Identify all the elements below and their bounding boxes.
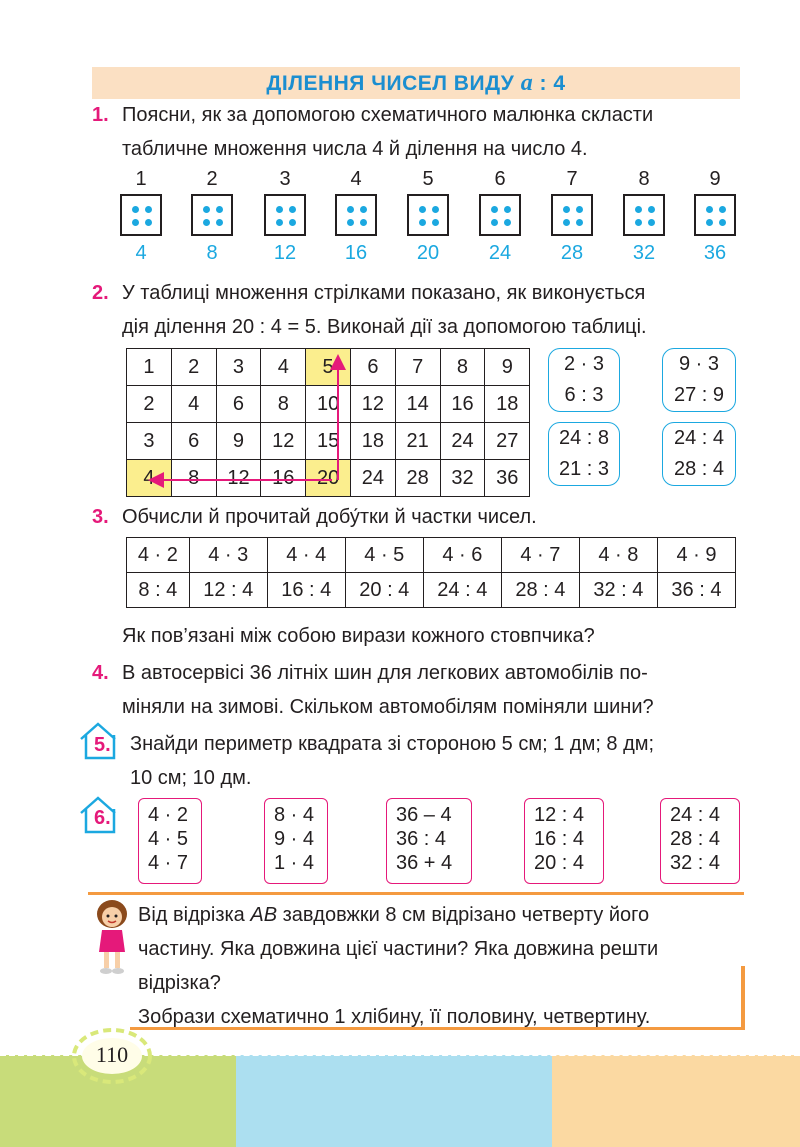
table-cell: 32 [440, 460, 485, 497]
expression-cell: 4 · 6 [423, 538, 501, 573]
expression-cell: 4 · 5 [345, 538, 423, 573]
table-cell: 9 [216, 423, 261, 460]
expression-cell: 4 · 8 [579, 538, 657, 573]
table-cell: 3 [216, 349, 261, 386]
dice-label-top: 9 [709, 168, 721, 190]
dice-dot [563, 206, 570, 213]
expression-cell: 8 : 4 [127, 573, 190, 608]
exercise-group-2: 8 · 4 9 · 4 1 · 4 [264, 798, 328, 884]
table-cell: 20 [306, 460, 351, 497]
table-cell: 4 [127, 460, 172, 497]
expression-cell: 4 · 2 [127, 538, 190, 573]
division-arrows [126, 348, 526, 498]
task-2-text: У таблиці множення стрілками показано, як виконується дія ділення 20 : 4 = 5. Виконай дії за допомогою таблиці. [122, 282, 647, 338]
girl-character-icon [90, 898, 136, 978]
task-6-number: 6. [94, 807, 111, 829]
table-cell: 3 [127, 423, 172, 460]
table-cell: 12 [216, 460, 261, 497]
dice-dot [419, 219, 426, 226]
exercise-group-1: 4 · 2 4 · 5 4 · 7 [138, 798, 202, 884]
table-cell: 12 [350, 386, 395, 423]
expression-cell: 28 : 4 [501, 573, 579, 608]
page-title: ДІЛЕННЯ ЧИСЕЛ ВИДУ a : 4 [266, 70, 566, 96]
extra-task-right-border [741, 966, 745, 1030]
dice-dot [706, 206, 713, 213]
dice-square [120, 194, 162, 236]
dice-square [551, 194, 593, 236]
dice-label-bottom: 8 [206, 242, 218, 264]
dice-dot [491, 206, 498, 213]
dice-dot [216, 219, 223, 226]
expression-cell: 24 : 4 [423, 573, 501, 608]
table-cell: 6 [350, 349, 395, 386]
dice-dot [347, 206, 354, 213]
exercise-box-3: 24 : 8 21 : 3 [548, 422, 620, 486]
exercise-group-5: 24 : 4 28 : 4 32 : 4 [660, 798, 740, 884]
dice-label-top: 6 [494, 168, 506, 190]
dice-label-top: 2 [206, 168, 218, 190]
dice-dot [347, 219, 354, 226]
dice-dot [360, 219, 367, 226]
dice-label-bottom: 28 [560, 242, 584, 264]
table-cell: 6 [216, 386, 261, 423]
expression-cell: 20 : 4 [345, 573, 423, 608]
table-cell: 2 [171, 349, 216, 386]
expression-cell: 4 · 9 [657, 538, 735, 573]
task-3-question: Як пов’язані між собою вирази кожного стовпчика? [122, 625, 595, 647]
dice-dot [216, 206, 223, 213]
dice-label-top: 5 [422, 168, 434, 190]
table-cell: 21 [395, 423, 440, 460]
dice-square [264, 194, 306, 236]
table-cell: 7 [395, 349, 440, 386]
table-cell: 27 [485, 423, 530, 460]
dice-dot [706, 219, 713, 226]
dice-dot [563, 219, 570, 226]
exercise-box-1: 2 · 3 6 : 3 [548, 348, 620, 412]
extra-task-top-border [88, 892, 744, 895]
table-cell: 36 [485, 460, 530, 497]
task-3-number: 3. [92, 506, 109, 528]
task-5-number: 5. [94, 734, 111, 756]
dice-dot [145, 219, 152, 226]
table-cell: 1 [127, 349, 172, 386]
table-cell: 24 [350, 460, 395, 497]
dice-dot [719, 206, 726, 213]
expression-cell: 12 : 4 [189, 573, 267, 608]
table-cell: 4 [171, 386, 216, 423]
dice-dot [276, 219, 283, 226]
table-cell: 15 [306, 423, 351, 460]
table-cell: 18 [350, 423, 395, 460]
dice-label-top: 3 [279, 168, 291, 190]
dice-square [623, 194, 665, 236]
footer-band-peach [552, 1055, 800, 1147]
dice-dot [432, 206, 439, 213]
dice-dot [132, 206, 139, 213]
expressions-table [126, 537, 736, 608]
dice-square [191, 194, 233, 236]
table-cell: 9 [485, 349, 530, 386]
table-cell: 2 [127, 386, 172, 423]
dice-dot [491, 219, 498, 226]
dice-dot [648, 219, 655, 226]
dice-dot [648, 206, 655, 213]
expression-cell: 16 : 4 [267, 573, 345, 608]
dice-label-bottom: 12 [273, 242, 297, 264]
dice-label-bottom: 32 [632, 242, 656, 264]
table-cell: 14 [395, 386, 440, 423]
dice-square [335, 194, 377, 236]
dice-dot [576, 206, 583, 213]
expression-cell: 4 · 3 [189, 538, 267, 573]
dice-square [407, 194, 449, 236]
task-4-text: В автосервісі 36 літніх шин для легкових автомобілів по- міняли на зимові. Скільком автомобілям поміняли шини? [122, 662, 654, 718]
task-1-number: 1. [92, 104, 109, 126]
expression-cell: 36 : 4 [657, 573, 735, 608]
dice-dot [635, 219, 642, 226]
dice-dot [504, 219, 511, 226]
dice-dot [289, 219, 296, 226]
dice-label-top: 1 [135, 168, 147, 190]
dice-label-bottom: 20 [416, 242, 440, 264]
dice-dot [432, 219, 439, 226]
task-5-text: Знайди периметр квадрата зі стороною 5 см; 1 дм; 8 дм; 10 см; 10 дм. [130, 733, 655, 789]
table-cell: 8 [440, 349, 485, 386]
table-cell: 6 [171, 423, 216, 460]
footer-band-blue [236, 1055, 552, 1147]
table-cell: 5 [306, 349, 351, 386]
table-cell: 4 [261, 349, 306, 386]
table-cell: 18 [485, 386, 530, 423]
dice-square [694, 194, 736, 236]
dice-dot [203, 219, 210, 226]
extra-task-text: Від відрізка AB завдовжки 8 см відрізано четверту його частину. Яка довжина цієї частини? Яка довжина решти відрізка? Зобрази схематично 1 хлібину, її половину, четвертину. [138, 904, 659, 1028]
exercise-box-4: 24 : 4 28 : 4 [662, 422, 736, 486]
dice-dot [576, 219, 583, 226]
dice-label-bottom: 4 [135, 242, 147, 264]
dice-dot [132, 219, 139, 226]
task-3-text: Обчисли й прочитай добу́тки й частки чисел. [122, 506, 537, 528]
task-2-number: 2. [92, 282, 109, 304]
table-cell: 24 [440, 423, 485, 460]
table-cell: 16 [440, 386, 485, 423]
table-cell: 12 [261, 423, 306, 460]
dice-label-bottom: 24 [488, 242, 512, 264]
dice-label-top: 8 [638, 168, 650, 190]
dice-label-top: 4 [350, 168, 362, 190]
dice-label-bottom: 16 [344, 242, 368, 264]
exercise-group-3: 36 – 4 36 : 4 36 + 4 [386, 798, 472, 884]
table-cell: 16 [261, 460, 306, 497]
table-cell: 8 [171, 460, 216, 497]
dice-label-top: 7 [566, 168, 578, 190]
dice-dot [276, 206, 283, 213]
dice-dot [360, 206, 367, 213]
dice-dot [504, 206, 511, 213]
task-4-number: 4. [92, 662, 109, 684]
table-cell: 8 [261, 386, 306, 423]
dice-dot [719, 219, 726, 226]
expression-cell: 32 : 4 [579, 573, 657, 608]
dice-dot [203, 206, 210, 213]
task-1-text: Поясни, як за допомогою схематичного малюнка скласти табличне множення числа 4 й ділення на число 4. [122, 104, 654, 160]
exercise-group-4: 12 : 4 16 : 4 20 : 4 [524, 798, 604, 884]
page-number: 110 [95, 1042, 129, 1067]
exercise-box-2: 9 · 3 27 : 9 [662, 348, 736, 412]
dice-dot [419, 206, 426, 213]
expression-cell: 4 · 7 [501, 538, 579, 573]
dice-dot [635, 206, 642, 213]
table-cell: 28 [395, 460, 440, 497]
table-cell: 10 [306, 386, 351, 423]
dice-dot [145, 206, 152, 213]
expression-cell: 4 · 4 [267, 538, 345, 573]
dice-label-bottom: 36 [703, 242, 727, 264]
dice-dot [289, 206, 296, 213]
dice-square [479, 194, 521, 236]
